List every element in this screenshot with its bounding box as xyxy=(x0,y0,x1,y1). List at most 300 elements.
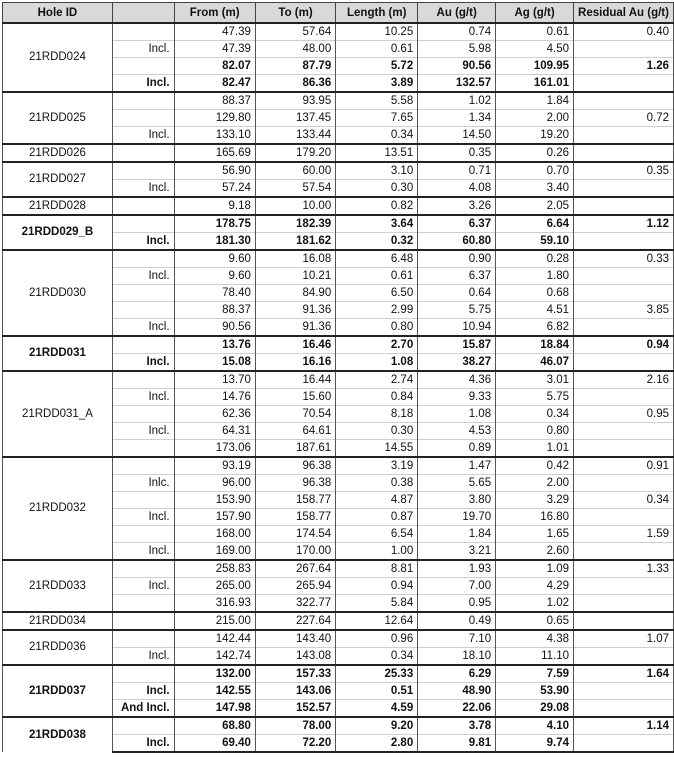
length-cell: 1.00 xyxy=(336,543,418,561)
au-cell: 3.26 xyxy=(418,197,496,215)
interval-note-cell xyxy=(112,302,174,319)
from-cell: 69.40 xyxy=(174,735,255,753)
residual-au-cell xyxy=(574,92,674,110)
interval-note-cell: Incl. xyxy=(112,319,174,337)
au-cell: 4.53 xyxy=(418,423,496,440)
to-cell: 158.77 xyxy=(255,509,335,526)
length-cell: 9.20 xyxy=(336,717,418,735)
interval-note-cell: Incl. xyxy=(112,509,174,526)
length-cell: 5.58 xyxy=(336,92,418,110)
interval-note-cell: Inlc. xyxy=(112,475,174,492)
hole-id-cell: 21RDD024 xyxy=(3,23,113,92)
residual-au-cell: 1.12 xyxy=(574,215,674,233)
ag-cell: 3.29 xyxy=(496,492,574,509)
to-cell: 265.94 xyxy=(255,578,335,595)
ag-cell: 0.42 xyxy=(496,457,574,475)
residual-au-cell xyxy=(574,233,674,251)
from-cell: 88.37 xyxy=(174,302,255,319)
from-cell: 64.31 xyxy=(174,423,255,440)
ag-cell: 3.40 xyxy=(496,180,574,198)
from-cell: 78.40 xyxy=(174,285,255,302)
to-cell: 143.06 xyxy=(255,683,335,700)
ag-cell: 2.60 xyxy=(496,543,574,561)
hole-id-cell: 21RDD031 xyxy=(3,336,113,371)
ag-cell: 2.05 xyxy=(496,197,574,215)
from-cell: 168.00 xyxy=(174,526,255,543)
au-cell: 38.27 xyxy=(418,354,496,372)
table-row xyxy=(3,457,674,475)
hole-id-cell: 21RDD027 xyxy=(3,162,113,197)
from-cell: 9.60 xyxy=(174,268,255,285)
residual-au-cell xyxy=(574,700,674,718)
to-cell: 10.21 xyxy=(255,268,335,285)
interval-note-cell xyxy=(112,406,174,423)
to-cell: 182.39 xyxy=(255,215,335,233)
length-cell: 0.84 xyxy=(336,389,418,406)
to-cell: 91.36 xyxy=(255,319,335,337)
length-cell: 0.87 xyxy=(336,509,418,526)
table-row xyxy=(3,717,674,735)
to-cell: 96.38 xyxy=(255,475,335,492)
from-cell: 9.60 xyxy=(174,250,255,268)
length-cell: 7.65 xyxy=(336,110,418,127)
from-cell: 142.44 xyxy=(174,630,255,648)
au-cell: 1.93 xyxy=(418,560,496,578)
to-cell: 96.38 xyxy=(255,457,335,475)
length-cell: 6.54 xyxy=(336,526,418,543)
length-cell: 0.32 xyxy=(336,233,418,251)
to-cell: 16.44 xyxy=(255,371,335,389)
residual-au-cell: 1.14 xyxy=(574,717,674,735)
to-cell: 16.08 xyxy=(255,250,335,268)
au-cell: 0.90 xyxy=(418,250,496,268)
ag-cell: 18.84 xyxy=(496,336,574,354)
interval-note-cell xyxy=(112,250,174,268)
hole-id-cell: 21RDD031_A xyxy=(3,371,113,457)
au-cell: 0.74 xyxy=(418,23,496,41)
hole-id-cell: 21RDD030 xyxy=(3,250,113,336)
from-cell: 133.10 xyxy=(174,127,255,145)
residual-au-cell: 0.95 xyxy=(574,406,674,423)
to-cell: 227.64 xyxy=(255,612,335,630)
length-cell: 0.82 xyxy=(336,197,418,215)
residual-au-cell xyxy=(574,127,674,145)
au-cell: 22.06 xyxy=(418,700,496,718)
hole-id-cell: 21RDD037 xyxy=(3,665,113,717)
ag-cell: 7.59 xyxy=(496,665,574,683)
interval-note-cell xyxy=(112,665,174,683)
residual-au-cell: 1.59 xyxy=(574,526,674,543)
length-cell: 12.64 xyxy=(336,612,418,630)
residual-au-cell: 1.33 xyxy=(574,560,674,578)
to-cell: 57.64 xyxy=(255,23,335,41)
ag-cell: 29.08 xyxy=(496,700,574,718)
interval-note-cell: Incl. xyxy=(112,543,174,561)
hole-id-cell: 21RDD038 xyxy=(3,717,113,752)
interval-note-cell xyxy=(112,457,174,475)
to-cell: 57.54 xyxy=(255,180,335,198)
table-row xyxy=(3,162,674,180)
length-cell: 5.84 xyxy=(336,595,418,613)
to-cell: 87.79 xyxy=(255,58,335,75)
ag-cell: 59.10 xyxy=(496,233,574,251)
header-au: Au (g/t) xyxy=(418,3,496,24)
to-cell: 174.54 xyxy=(255,526,335,543)
interval-note-cell: Incl. xyxy=(112,389,174,406)
from-cell: 132.00 xyxy=(174,665,255,683)
au-cell: 1.34 xyxy=(418,110,496,127)
hole-id-cell: 21RDD036 xyxy=(3,630,113,665)
from-cell: 13.76 xyxy=(174,336,255,354)
residual-au-cell: 0.33 xyxy=(574,250,674,268)
to-cell: 10.00 xyxy=(255,197,335,215)
au-cell: 15.87 xyxy=(418,336,496,354)
table-row xyxy=(3,215,674,233)
from-cell: 265.00 xyxy=(174,578,255,595)
interval-note-cell xyxy=(112,110,174,127)
au-cell: 7.00 xyxy=(418,578,496,595)
residual-au-cell xyxy=(574,75,674,93)
au-cell: 3.21 xyxy=(418,543,496,561)
interval-note-cell: Incl. xyxy=(112,75,174,93)
header-hole-id: Hole ID xyxy=(3,3,113,24)
ag-cell: 0.68 xyxy=(496,285,574,302)
from-cell: 47.39 xyxy=(174,23,255,41)
from-cell: 62.36 xyxy=(174,406,255,423)
from-cell: 316.93 xyxy=(174,595,255,613)
length-cell: 8.18 xyxy=(336,406,418,423)
length-cell: 2.70 xyxy=(336,336,418,354)
interval-note-cell xyxy=(112,144,174,162)
to-cell: 181.62 xyxy=(255,233,335,251)
length-cell: 1.08 xyxy=(336,354,418,372)
au-cell: 5.98 xyxy=(418,41,496,58)
from-cell: 96.00 xyxy=(174,475,255,492)
interval-note-cell xyxy=(112,58,174,75)
residual-au-cell: 0.94 xyxy=(574,336,674,354)
interval-note-cell: Incl. xyxy=(112,127,174,145)
to-cell: 84.90 xyxy=(255,285,335,302)
table-row xyxy=(3,23,674,41)
ag-cell: 46.07 xyxy=(496,354,574,372)
ag-cell: 109.95 xyxy=(496,58,574,75)
ag-cell: 0.61 xyxy=(496,23,574,41)
ag-cell: 1.84 xyxy=(496,92,574,110)
hole-id-cell: 21RDD025 xyxy=(3,92,113,144)
to-cell: 60.00 xyxy=(255,162,335,180)
au-cell: 0.95 xyxy=(418,595,496,613)
length-cell: 0.94 xyxy=(336,578,418,595)
from-cell: 93.19 xyxy=(174,457,255,475)
au-cell: 7.10 xyxy=(418,630,496,648)
residual-au-cell xyxy=(574,319,674,337)
to-cell: 48.00 xyxy=(255,41,335,58)
au-cell: 90.56 xyxy=(418,58,496,75)
au-cell: 5.65 xyxy=(418,475,496,492)
interval-note-cell: Incl. xyxy=(112,735,174,753)
ag-cell: 53.90 xyxy=(496,683,574,700)
interval-note-cell xyxy=(112,215,174,233)
to-cell: 64.61 xyxy=(255,423,335,440)
to-cell: 157.33 xyxy=(255,665,335,683)
length-cell: 0.80 xyxy=(336,319,418,337)
from-cell: 147.98 xyxy=(174,700,255,718)
ag-cell: 4.38 xyxy=(496,630,574,648)
length-cell: 14.55 xyxy=(336,440,418,458)
hole-id-cell: 21RDD028 xyxy=(3,197,113,215)
length-cell: 3.64 xyxy=(336,215,418,233)
residual-au-cell xyxy=(574,683,674,700)
table-row xyxy=(3,665,674,683)
au-cell: 3.78 xyxy=(418,717,496,735)
table-row xyxy=(3,92,674,110)
from-cell: 169.00 xyxy=(174,543,255,561)
residual-au-cell xyxy=(574,423,674,440)
au-cell: 0.35 xyxy=(418,144,496,162)
to-cell: 72.20 xyxy=(255,735,335,753)
hole-id-cell: 21RDD033 xyxy=(3,560,113,612)
ag-cell: 1.65 xyxy=(496,526,574,543)
to-cell: 91.36 xyxy=(255,302,335,319)
length-cell: 2.74 xyxy=(336,371,418,389)
interval-note-cell: Incl. xyxy=(112,180,174,198)
interval-note-cell: Incl. xyxy=(112,683,174,700)
interval-note-cell xyxy=(112,612,174,630)
to-cell: 16.46 xyxy=(255,336,335,354)
from-cell: 47.39 xyxy=(174,41,255,58)
residual-au-cell: 3.85 xyxy=(574,302,674,319)
to-cell: 179.20 xyxy=(255,144,335,162)
header-from: From (m) xyxy=(174,3,255,24)
residual-au-cell: 0.34 xyxy=(574,492,674,509)
from-cell: 129.80 xyxy=(174,110,255,127)
residual-au-cell xyxy=(574,509,674,526)
interval-note-cell: Incl. xyxy=(112,578,174,595)
interval-note-cell: Incl. xyxy=(112,233,174,251)
to-cell: 15.60 xyxy=(255,389,335,406)
interval-note-cell xyxy=(112,285,174,302)
ag-cell: 0.65 xyxy=(496,612,574,630)
au-cell: 1.02 xyxy=(418,92,496,110)
length-cell: 2.80 xyxy=(336,735,418,753)
au-cell: 19.70 xyxy=(418,509,496,526)
from-cell: 157.90 xyxy=(174,509,255,526)
from-cell: 142.55 xyxy=(174,683,255,700)
to-cell: 158.77 xyxy=(255,492,335,509)
interval-note-cell xyxy=(112,560,174,578)
interval-note-cell: Incl. xyxy=(112,41,174,58)
ag-cell: 4.10 xyxy=(496,717,574,735)
interval-note-cell xyxy=(112,336,174,354)
au-cell: 1.08 xyxy=(418,406,496,423)
interval-note-cell: Incl. xyxy=(112,648,174,666)
length-cell: 3.10 xyxy=(336,162,418,180)
ag-cell: 3.01 xyxy=(496,371,574,389)
ag-cell: 19.20 xyxy=(496,127,574,145)
ag-cell: 1.80 xyxy=(496,268,574,285)
header-length: Length (m) xyxy=(336,3,418,24)
ag-cell: 161.01 xyxy=(496,75,574,93)
interval-note-cell xyxy=(112,717,174,735)
ag-cell: 6.64 xyxy=(496,215,574,233)
au-cell: 5.75 xyxy=(418,302,496,319)
residual-au-cell: 1.26 xyxy=(574,58,674,75)
au-cell: 6.37 xyxy=(418,268,496,285)
to-cell: 152.57 xyxy=(255,700,335,718)
length-cell: 4.87 xyxy=(336,492,418,509)
au-cell: 10.94 xyxy=(418,319,496,337)
length-cell: 13.51 xyxy=(336,144,418,162)
to-cell: 137.45 xyxy=(255,110,335,127)
au-cell: 1.84 xyxy=(418,526,496,543)
interval-note-cell: Incl. xyxy=(112,423,174,440)
length-cell: 5.72 xyxy=(336,58,418,75)
hole-id-cell: 21RDD032 xyxy=(3,457,113,560)
length-cell: 25.33 xyxy=(336,665,418,683)
to-cell: 322.77 xyxy=(255,595,335,613)
residual-au-cell xyxy=(574,595,674,613)
to-cell: 187.61 xyxy=(255,440,335,458)
from-cell: 9.18 xyxy=(174,197,255,215)
length-cell: 6.50 xyxy=(336,285,418,302)
length-cell: 0.38 xyxy=(336,475,418,492)
ag-cell: 0.28 xyxy=(496,250,574,268)
interval-note-cell xyxy=(112,492,174,509)
header-note xyxy=(112,3,174,24)
table-row xyxy=(3,250,674,268)
residual-au-cell xyxy=(574,144,674,162)
from-cell: 57.24 xyxy=(174,180,255,198)
interval-note-cell xyxy=(112,162,174,180)
au-cell: 14.50 xyxy=(418,127,496,145)
au-cell: 4.08 xyxy=(418,180,496,198)
residual-au-cell xyxy=(574,578,674,595)
ag-cell: 0.34 xyxy=(496,406,574,423)
au-cell: 60.80 xyxy=(418,233,496,251)
length-cell: 0.51 xyxy=(336,683,418,700)
to-cell: 170.00 xyxy=(255,543,335,561)
length-cell: 3.89 xyxy=(336,75,418,93)
from-cell: 258.83 xyxy=(174,560,255,578)
residual-au-cell: 0.40 xyxy=(574,23,674,41)
length-cell: 10.25 xyxy=(336,23,418,41)
ag-cell: 1.02 xyxy=(496,595,574,613)
interval-note-cell xyxy=(112,197,174,215)
to-cell: 143.40 xyxy=(255,630,335,648)
table-row xyxy=(3,560,674,578)
ag-cell: 2.00 xyxy=(496,110,574,127)
interval-note-cell: Incl. xyxy=(112,354,174,372)
interval-note-cell xyxy=(112,23,174,41)
residual-au-cell xyxy=(574,268,674,285)
au-cell: 9.33 xyxy=(418,389,496,406)
residual-au-cell xyxy=(574,389,674,406)
from-cell: 165.69 xyxy=(174,144,255,162)
au-cell: 0.89 xyxy=(418,440,496,458)
to-cell: 267.64 xyxy=(255,560,335,578)
au-cell: 0.49 xyxy=(418,612,496,630)
residual-au-cell: 1.64 xyxy=(574,665,674,683)
residual-au-cell: 0.35 xyxy=(574,162,674,180)
length-cell: 0.34 xyxy=(336,648,418,666)
au-cell: 132.57 xyxy=(418,75,496,93)
from-cell: 90.56 xyxy=(174,319,255,337)
residual-au-cell xyxy=(574,475,674,492)
ag-cell: 0.80 xyxy=(496,423,574,440)
header-residual-au: Residual Au (g/t) xyxy=(574,3,674,24)
to-cell: 70.54 xyxy=(255,406,335,423)
interval-note-cell xyxy=(112,440,174,458)
residual-au-cell xyxy=(574,41,674,58)
header-to: To (m) xyxy=(255,3,335,24)
ag-cell: 1.09 xyxy=(496,560,574,578)
to-cell: 93.95 xyxy=(255,92,335,110)
from-cell: 153.90 xyxy=(174,492,255,509)
au-cell: 6.29 xyxy=(418,665,496,683)
residual-au-cell xyxy=(574,543,674,561)
residual-au-cell xyxy=(574,354,674,372)
from-cell: 215.00 xyxy=(174,612,255,630)
interval-note-cell xyxy=(112,371,174,389)
ag-cell: 0.70 xyxy=(496,162,574,180)
from-cell: 88.37 xyxy=(174,92,255,110)
table-body xyxy=(3,23,674,752)
length-cell: 0.61 xyxy=(336,268,418,285)
interval-note-cell xyxy=(112,595,174,613)
from-cell: 68.80 xyxy=(174,717,255,735)
au-cell: 48.90 xyxy=(418,683,496,700)
to-cell: 143.08 xyxy=(255,648,335,666)
au-cell: 1.47 xyxy=(418,457,496,475)
hole-id-cell: 21RDD029_B xyxy=(3,215,113,250)
length-cell: 0.96 xyxy=(336,630,418,648)
ag-cell: 2.00 xyxy=(496,475,574,492)
table-row xyxy=(3,336,674,354)
residual-au-cell: 1.07 xyxy=(574,630,674,648)
length-cell: 0.34 xyxy=(336,127,418,145)
ag-cell: 16.80 xyxy=(496,509,574,526)
length-cell: 4.59 xyxy=(336,700,418,718)
residual-au-cell: 0.91 xyxy=(574,457,674,475)
table-header-row xyxy=(3,3,674,24)
length-cell: 0.61 xyxy=(336,41,418,58)
length-cell: 0.30 xyxy=(336,423,418,440)
from-cell: 178.75 xyxy=(174,215,255,233)
hole-id-cell: 21RDD034 xyxy=(3,612,113,630)
ag-cell: 4.51 xyxy=(496,302,574,319)
from-cell: 142.74 xyxy=(174,648,255,666)
au-cell: 3.80 xyxy=(418,492,496,509)
length-cell: 3.19 xyxy=(336,457,418,475)
residual-au-cell xyxy=(574,285,674,302)
ag-cell: 6.82 xyxy=(496,319,574,337)
from-cell: 181.30 xyxy=(174,233,255,251)
residual-au-cell: 0.72 xyxy=(574,110,674,127)
drill-results-table xyxy=(2,2,674,753)
ag-cell: 4.29 xyxy=(496,578,574,595)
table-row xyxy=(3,630,674,648)
to-cell: 78.00 xyxy=(255,717,335,735)
residual-au-cell xyxy=(574,197,674,215)
from-cell: 82.47 xyxy=(174,75,255,93)
table-row xyxy=(3,144,674,162)
interval-note-cell xyxy=(112,92,174,110)
from-cell: 15.08 xyxy=(174,354,255,372)
length-cell: 6.48 xyxy=(336,250,418,268)
residual-au-cell xyxy=(574,180,674,198)
to-cell: 16.16 xyxy=(255,354,335,372)
residual-au-cell xyxy=(574,440,674,458)
